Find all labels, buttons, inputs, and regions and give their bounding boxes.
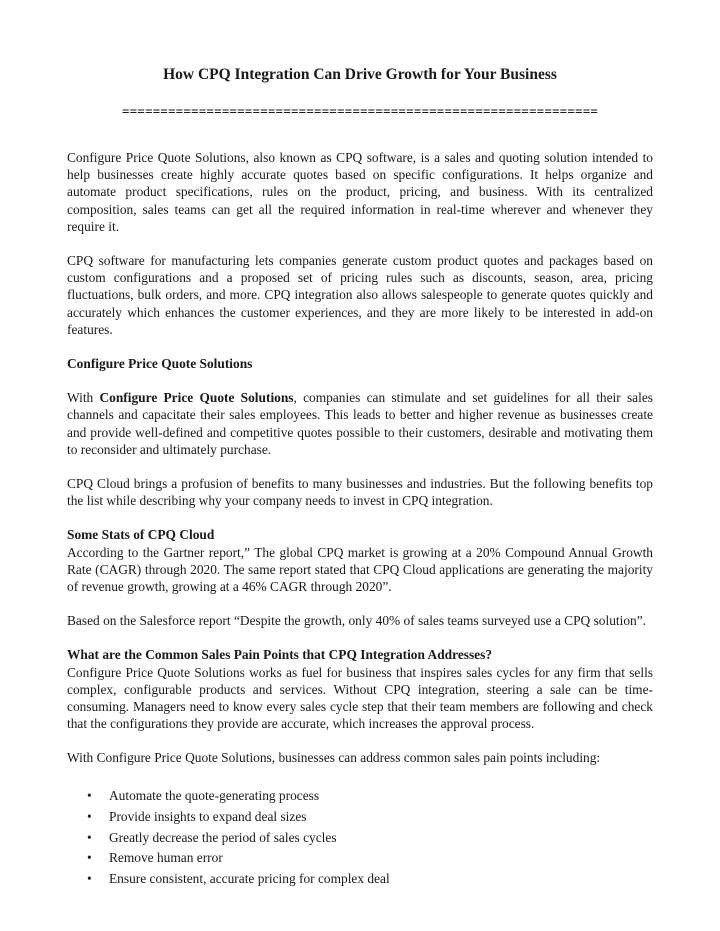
cpq-paragraph-1: [67, 389, 653, 458]
pain-paragraph-1: Configure Price Quote Solutions works as fuel for business that inspires sales cycles for any firm that sells complex, configurable products and services. Without CPQ integration, steering a sale can be time-consuming. Managers need to know every sales cycle step that their team members are following and check that the configurations they provide are accurate, which increases the approval process.: [67, 664, 653, 732]
bullet-icon: •: [87, 808, 92, 824]
stats-paragraph-1: According to the Gartner report,” The global CPQ market is growing at a 20% Compound Annual Growth Rate (CAGR) through 2020. The same report stated that CPQ Cloud applications are generating the majority of revenue growth, growing at a 46% CAGR through 2020”.: [67, 544, 653, 595]
bullet-icon: •: [87, 850, 92, 866]
section-heading-cpq: Configure Price Quote Solutions: [67, 356, 253, 372]
list-item: [67, 828, 653, 849]
list-item-text: Automate the quote-generating process: [109, 787, 320, 803]
cpq-paragraph-1-rest: , companies can stimulate and set guidelines for all their sales channels and capacitate their sales employees. This leads to better and higher revenue as businesses create and provide well-defined and competitive quotes possible to their customers, desirable and motivating them to reconsider and ultimately purchase.: [67, 390, 653, 457]
list-item-text: Ensure consistent, accurate pricing for complex deal: [109, 871, 390, 887]
section-heading-pain-points: What are the Common Sales Pain Points that CPQ Integration Addresses?: [67, 647, 493, 663]
section-heading-stats: Some Stats of CPQ Cloud: [67, 527, 215, 543]
document-title: How CPQ Integration Can Drive Growth for Your Business: [163, 66, 557, 83]
stats-paragraph-2: Based on the Salesforce report “Despite the growth, only 40% of sales teams surveyed use a CPQ solution”.: [67, 613, 647, 629]
cpq-paragraph-1-bold: Configure Price Quote Solutions: [99, 390, 294, 406]
intro-paragraph-2: CPQ software for manufacturing lets companies generate custom product quotes and packages based on custom configurations and a proposed set of pricing rules such as discounts, season, area, pricing fluctuations, bulk orders, and more. CPQ integration also allows salespeople to generate quotes quickly and accurately which enhances the customer experiences, and they are more likely to be interested in add-on features.: [67, 253, 653, 337]
bullet-icon: •: [87, 829, 92, 845]
cpq-paragraph-2: CPQ Cloud brings a profusion of benefits to many businesses and industries. But the following benefits top the list while describing why your company needs to invest in CPQ integration.: [67, 476, 653, 509]
document-page: [67, 0, 653, 890]
list-item-text: Provide insights to expand deal sizes: [109, 808, 307, 824]
list-item-text: Greatly decrease the period of sales cycles: [109, 829, 337, 845]
cpq-paragraph-1-lead: With: [67, 390, 100, 406]
list-item: [67, 807, 653, 828]
list-item-text: Remove human error: [109, 850, 223, 866]
bullet-icon: •: [87, 787, 92, 803]
list-item: [67, 786, 653, 807]
intro-paragraph-1: Configure Price Quote Solutions, also known as CPQ software, is a sales and quoting solution intended to help businesses create highly accurate quotes based on specific configurations. It helps organize and automate product specifications, rules on the product, pricing, and business. With its centralized composition, sales teams can get all the required information in real-time wherever and whenever they require it.: [67, 150, 653, 234]
bullet-icon: •: [87, 871, 92, 887]
list-item: [67, 848, 653, 869]
list-item: [67, 869, 653, 890]
benefits-list: [67, 786, 653, 891]
pain-paragraph-2: With Configure Price Quote Solutions, businesses can address common sales pain points including:: [67, 750, 601, 766]
separator-line: ==============================================================: [121, 104, 599, 119]
